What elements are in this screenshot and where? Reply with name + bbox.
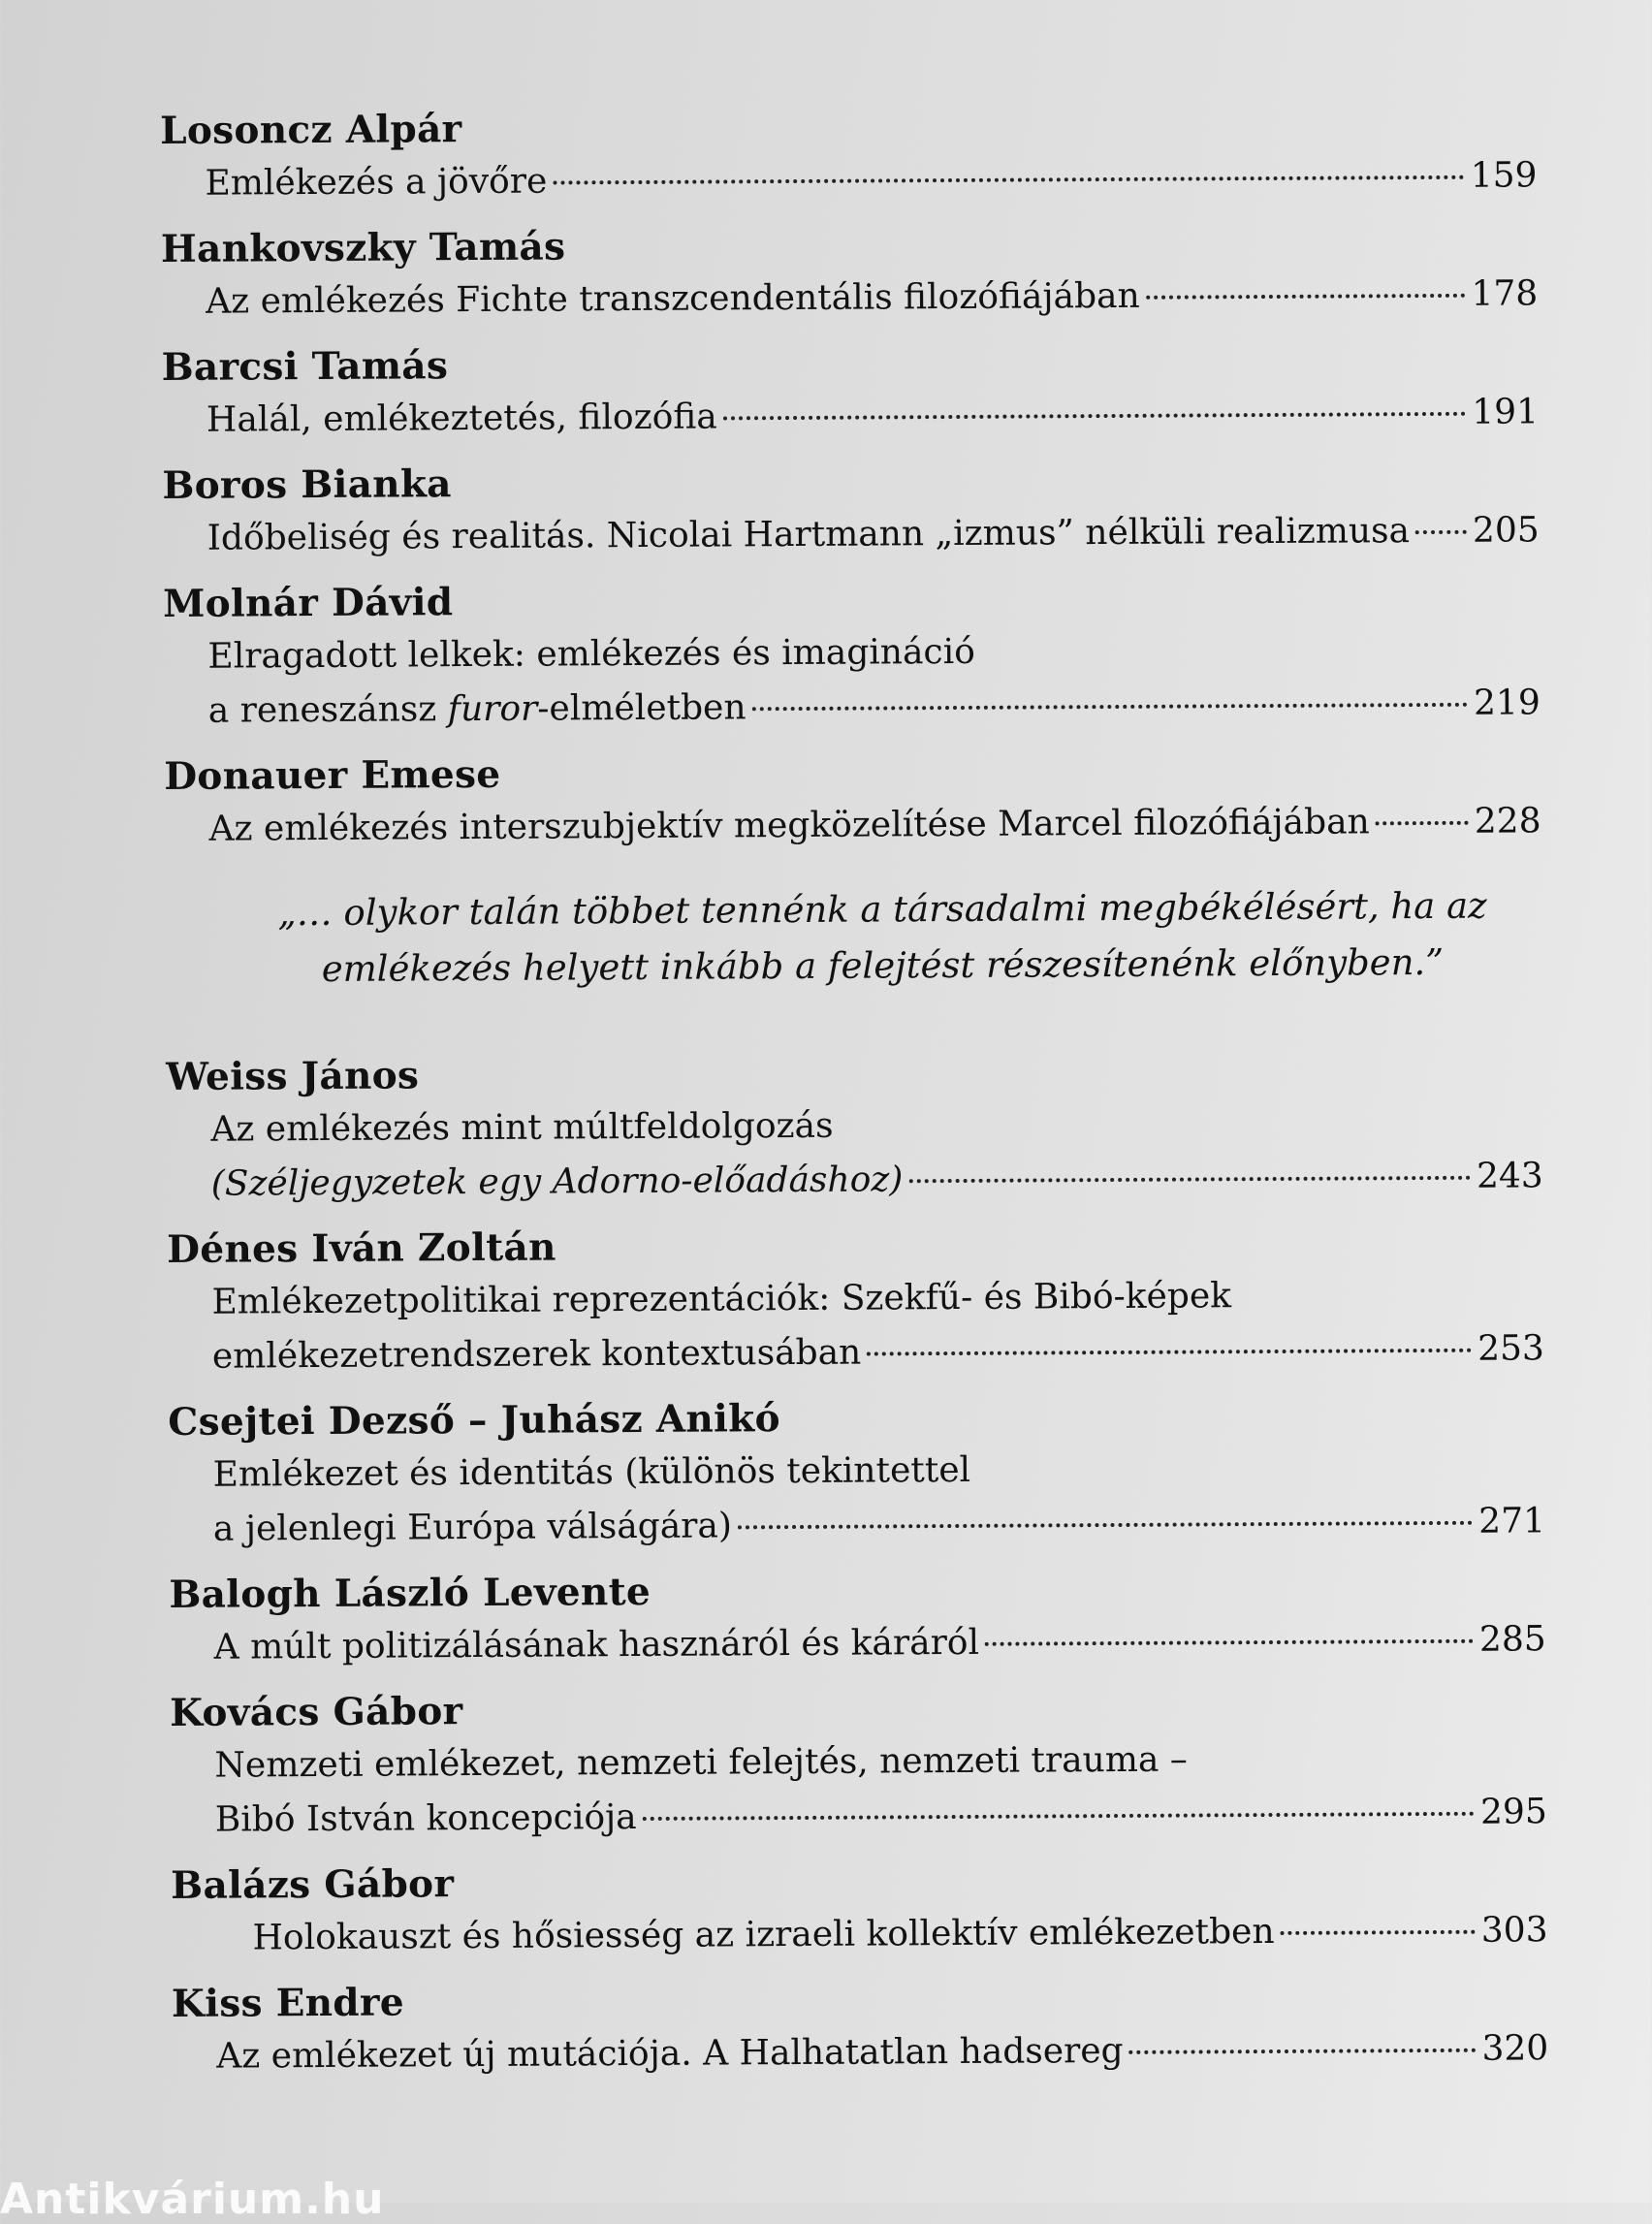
toc-entry (161, 214, 1539, 330)
toc-title-text: a reneszánsz (207, 689, 448, 731)
toc-title (162, 385, 1539, 448)
toc-entry (168, 1387, 1545, 1557)
toc-page-number: 159 (1470, 155, 1538, 196)
section-quote (165, 877, 1542, 999)
toc-page-number: 320 (1481, 2028, 1549, 2069)
toc-title-text: -elméletben (537, 687, 747, 729)
toc-title-line: a jelenlegi Európa válságára) (212, 1506, 733, 1549)
toc-author: Kiss Endre (171, 1980, 405, 2026)
toc-entry (172, 1969, 1549, 2084)
toc-title-line: Emlékezetpolitikai reprezentációk: Szekfű- és Bibó-képek (211, 1276, 1232, 1322)
toc-title (161, 267, 1538, 330)
toc-entry (164, 742, 1541, 857)
toc-entry (169, 1560, 1546, 1675)
toc-author: Hankovszky Tamás (160, 224, 566, 271)
toc-author: Balázs Gábor (171, 1861, 455, 1908)
toc-title (160, 148, 1537, 211)
toc-author: Boros Bianka (162, 461, 452, 508)
dot-leader (738, 1521, 1473, 1530)
toc-title (163, 621, 1541, 739)
toc-page-number: 303 (1480, 1910, 1548, 1951)
toc-title-line: Elragadott lelkek: emlékezés és imagináció (207, 631, 975, 677)
toc-title (164, 794, 1541, 857)
dot-leader (553, 175, 1464, 185)
toc-title (170, 1731, 1547, 1848)
toc-page-number: 243 (1476, 1156, 1543, 1196)
dot-leader (908, 1176, 1471, 1184)
toc-author: Weiss János (165, 1053, 420, 1099)
toc-title-line: A múlt politizálásának hasznáról és káráról (213, 1622, 980, 1668)
toc-author: Balogh László Levente (169, 1569, 651, 1617)
toc-author: Molnár Dávid (163, 580, 454, 626)
toc-author: Donauer Emese (164, 751, 501, 799)
toc-title (172, 2021, 1548, 2084)
table-of-contents (160, 96, 1549, 2096)
dot-leader (643, 1812, 1475, 1821)
dot-leader (1146, 294, 1466, 300)
toc-page-number: 219 (1473, 683, 1541, 723)
toc-page-number: 191 (1472, 392, 1540, 432)
toc-entry (160, 96, 1538, 211)
toc-entry (163, 569, 1541, 739)
toc-title (167, 1267, 1544, 1384)
toc-title-line: Az emlékezet új mutációja. A Halhatatlan hadsereg (216, 2030, 1124, 2077)
watermark: Antikvárium.hu (0, 2175, 385, 2224)
toc-page-number: 271 (1478, 1501, 1546, 1541)
toc-page-number: 253 (1477, 1328, 1544, 1369)
toc-title-line: Bibó István koncepciója (214, 1797, 637, 1840)
toc-title-line: Holokauszt és hősiesség az izraeli kollektív emlékezetben (252, 1912, 1275, 1958)
dot-leader (752, 703, 1469, 712)
toc-title-line: (Széljegyzetek egy Adorno-előadáshoz) (210, 1160, 904, 1204)
dot-leader (867, 1349, 1472, 1356)
toc-title (163, 503, 1540, 566)
toc-title (166, 1095, 1543, 1212)
toc-author: Barcsi Tamás (161, 343, 449, 390)
toc-title-line (208, 681, 747, 738)
toc-author: Kovács Gábor (169, 1689, 463, 1735)
toc-author: Dénes Iván Zoltán (167, 1224, 556, 1272)
quote-line: emlékezés helyett inkább a felejtést részesítenénk előnyben.” (321, 940, 1445, 990)
toc-title-line: emlékezetrendszerek kontextusában (211, 1332, 862, 1377)
toc-title (168, 1440, 1545, 1557)
dot-leader (1281, 1930, 1476, 1935)
toc-page-number: 178 (1471, 273, 1539, 314)
toc-title-line: Halál, emlékeztetés, filozófia (206, 397, 717, 440)
dot-leader (1376, 821, 1469, 826)
dot-leader (1129, 2049, 1477, 2054)
toc-title-line: Időbeliség és realitás. Nicolai Hartmann „izmus” nélküli realizmusa (206, 511, 1411, 558)
toc-page-number: 228 (1474, 801, 1541, 842)
toc-entry (162, 451, 1540, 566)
toc-title-line: Emlékezés a jövőre (205, 161, 548, 204)
dot-leader (723, 412, 1466, 421)
toc-entry (166, 1042, 1543, 1212)
toc-title-line: Nemzeti emlékezet, nemzeti felejtés, nemzeti trauma – (214, 1739, 1188, 1786)
toc-title (171, 1903, 1547, 1966)
toc-page-number: 285 (1478, 1619, 1546, 1660)
toc-entry (167, 1215, 1544, 1384)
toc-title-line: Emlékezet és identitás (különös tekintettel (212, 1449, 971, 1495)
dot-leader (985, 1639, 1474, 1646)
toc-page-number: 205 (1472, 510, 1540, 551)
toc-entry (161, 333, 1539, 448)
toc-entry (170, 1678, 1547, 1848)
toc-title-line: Az emlékezés Fichte transzcendentális filozófiájában (206, 275, 1140, 322)
toc-title-line: Az emlékezés interszubjektív megközelítése Marcel filozófiájában (208, 802, 1370, 849)
toc-title-italic: furor (447, 688, 538, 730)
toc-title-line: Az emlékezés mint múltfeldolgozás (210, 1105, 834, 1150)
quote-line: „… olykor talán többet tennénk a társadalmi megbékélésért, ha az (277, 884, 1487, 935)
dot-leader (1415, 530, 1467, 534)
toc-title (170, 1612, 1546, 1675)
toc-author: Losoncz Alpár (160, 107, 462, 153)
toc-entry (171, 1851, 1548, 1966)
toc-page-number: 295 (1479, 1792, 1547, 1832)
toc-author: Csejtei Dezső – Juhász Anikó (168, 1396, 780, 1445)
